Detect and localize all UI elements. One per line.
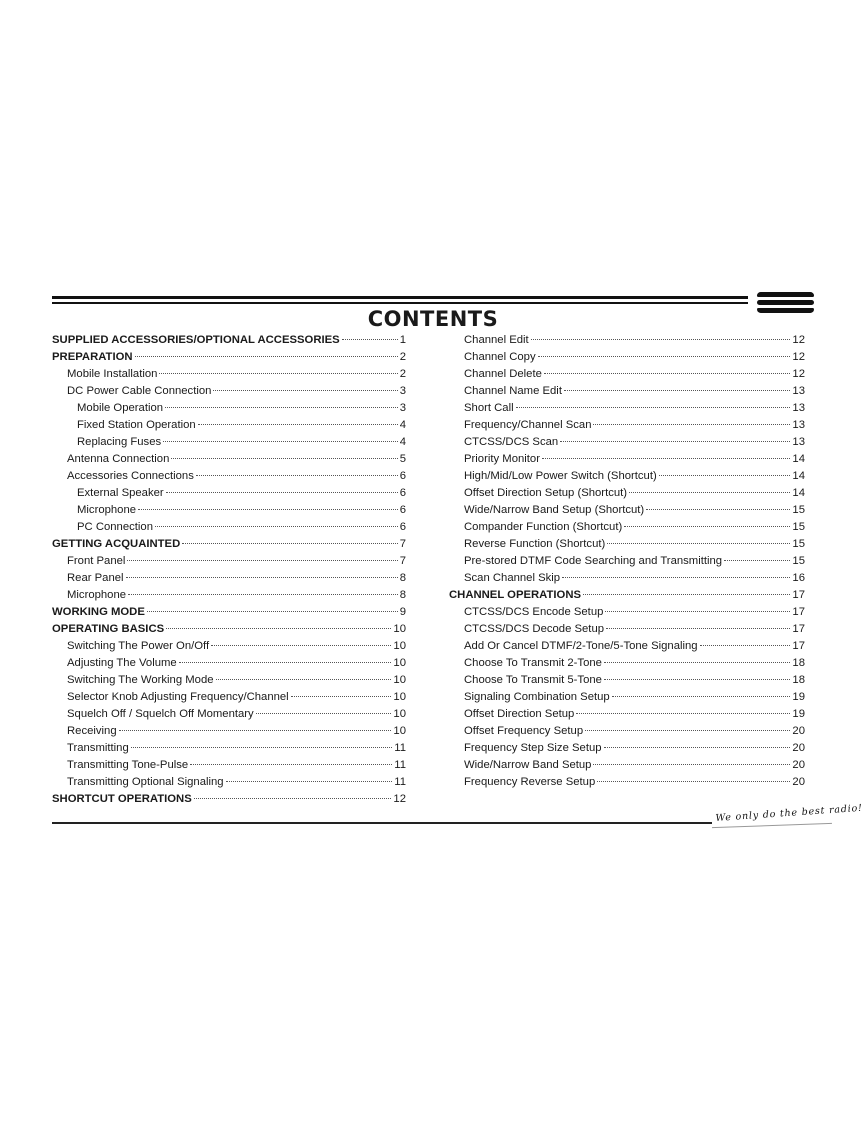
toc-entry[interactable]: [449, 604, 805, 621]
toc-entry[interactable]: [52, 570, 406, 587]
toc-entry[interactable]: [52, 349, 406, 366]
toc-entry[interactable]: [52, 502, 406, 519]
toc-entry-label: GETTING ACQUAINTED: [52, 538, 181, 550]
toc-entry[interactable]: [449, 587, 805, 604]
dot-leader: [585, 730, 790, 731]
toc-entry[interactable]: [449, 468, 805, 485]
toc-entry[interactable]: [52, 689, 406, 706]
toc-entry[interactable]: [449, 774, 805, 791]
toc-entry[interactable]: [449, 434, 805, 451]
toc-entry-label: SUPPLIED ACCESSORIES/OPTIONAL ACCESSORIES: [52, 334, 340, 346]
dot-leader: [126, 577, 398, 578]
toc-entry-page: 2: [399, 351, 406, 363]
dot-leader: [163, 441, 398, 442]
toc-entry-label: Switching The Power On/Off: [67, 640, 210, 652]
toc-entry[interactable]: [449, 638, 805, 655]
toc-entry-label: CTCSS/DCS Scan: [464, 436, 559, 448]
toc-entry-label: Wide/Narrow Band Setup (Shortcut): [464, 504, 645, 516]
dot-leader: [604, 662, 790, 663]
toc-entry-label: Channel Name Edit: [464, 385, 562, 397]
toc-entry-label: Channel Delete: [464, 368, 542, 380]
dot-leader: [607, 543, 790, 544]
toc-entry-label: Transmitting Optional Signaling: [67, 776, 224, 788]
dot-leader: [700, 645, 791, 646]
toc-entry[interactable]: [52, 723, 406, 740]
toc-entry[interactable]: [449, 485, 805, 502]
dot-leader: [624, 526, 790, 527]
toc-entry-page: 13: [792, 436, 805, 448]
toc-entry[interactable]: [52, 791, 406, 808]
toc-entry[interactable]: [449, 553, 805, 570]
toc-entry-label: PREPARATION: [52, 351, 133, 363]
toc-entry-page: 12: [792, 351, 805, 363]
toc-entry-label: Mobile Installation: [67, 368, 158, 380]
toc-entry-page: 18: [792, 674, 805, 686]
toc-entry-page: 19: [792, 691, 805, 703]
dot-leader: [194, 798, 392, 799]
toc-entry-label: CTCSS/DCS Encode Setup: [464, 606, 604, 618]
toc-entry-page: 7: [399, 538, 406, 550]
dot-leader: [211, 645, 391, 646]
toc-entry-page: 15: [792, 555, 805, 567]
page-title: CONTENTS: [367, 307, 499, 331]
dot-leader: [179, 662, 392, 663]
dot-leader: [538, 356, 791, 357]
toc-entry-page: 2: [399, 368, 406, 380]
toc-entry-page: 8: [399, 572, 406, 584]
toc-entry-label: Scan Channel Skip: [464, 572, 561, 584]
toc-entry[interactable]: [52, 587, 406, 604]
toc-entry-page: 13: [792, 402, 805, 414]
toc-entry-label: Frequency Step Size Setup: [464, 742, 602, 754]
dot-leader: [544, 373, 791, 374]
dot-leader: [196, 475, 398, 476]
toc-entry-page: 6: [399, 487, 406, 499]
toc-entry[interactable]: [52, 638, 406, 655]
toc-entry-page: 3: [399, 402, 406, 414]
slogan: We only do the best radio!: [715, 802, 864, 824]
toc-entry-page: 4: [399, 419, 406, 431]
toc-entry-page: 20: [792, 725, 805, 737]
dot-leader: [629, 492, 790, 493]
toc-entry-label: Squelch Off / Squelch Off Momentary: [67, 708, 254, 720]
toc-entry-label: CHANNEL OPERATIONS: [449, 589, 582, 601]
toc-entry-label: WORKING MODE: [52, 606, 145, 618]
toc-entry-page: 10: [393, 708, 406, 720]
toc-entry-page: 15: [792, 504, 805, 516]
toc-entry-page: 11: [394, 759, 406, 771]
toc-entry[interactable]: [449, 366, 805, 383]
toc-entry-label: Microphone: [67, 589, 127, 601]
dot-leader: [612, 696, 791, 697]
dot-leader: [646, 509, 790, 510]
toc-entry[interactable]: [449, 383, 805, 400]
dot-leader: [606, 628, 790, 629]
dot-leader: [576, 713, 790, 714]
dot-leader: [564, 390, 790, 391]
toc-entry[interactable]: [449, 400, 805, 417]
toc-entry-page: 17: [792, 640, 805, 652]
toc-entry-label: Transmitting: [67, 742, 129, 754]
dot-leader: [119, 730, 392, 731]
toc-right-column: [449, 332, 805, 791]
toc-entry[interactable]: [449, 689, 805, 706]
toc-entry[interactable]: [449, 655, 805, 672]
slogan-underline: [712, 823, 832, 828]
dot-leader: [216, 679, 392, 680]
toc-entry[interactable]: [52, 774, 406, 791]
toc-entry-page: 19: [792, 708, 805, 720]
toc-entry-label: DC Power Cable Connection: [67, 385, 212, 397]
toc-entry[interactable]: [449, 451, 805, 468]
toc-entry-label: Offset Direction Setup: [464, 708, 575, 720]
toc-entry[interactable]: [52, 400, 406, 417]
toc-entry-label: Channel Edit: [464, 334, 529, 346]
toc-entry-page: 1: [399, 334, 406, 346]
toc-entry-label: Choose To Transmit 2-Tone: [464, 657, 602, 669]
toc-entry-label: SHORTCUT OPERATIONS: [52, 793, 192, 805]
toc-entry[interactable]: [449, 349, 805, 366]
dot-leader: [159, 373, 397, 374]
toc-entry-page: 17: [792, 623, 805, 635]
toc-entry[interactable]: [52, 485, 406, 502]
toc-entry-label: Pre-stored DTMF Code Searching and Transmitting: [464, 555, 723, 567]
toc-entry-page: 4: [399, 436, 406, 448]
toc-entry-page: 14: [792, 470, 805, 482]
toc-entry[interactable]: [449, 332, 805, 349]
toc-entry[interactable]: [52, 417, 406, 434]
dot-leader: [531, 339, 791, 340]
toc-entry-page: 8: [399, 589, 406, 601]
toc-entry[interactable]: [449, 570, 805, 587]
toc-entry-label: Transmitting Tone-Pulse: [67, 759, 189, 771]
toc-entry-page: 20: [792, 759, 805, 771]
toc-entry-page: 15: [792, 521, 805, 533]
toc-entry[interactable]: [52, 672, 406, 689]
toc-entry-label: Offset Frequency Setup: [464, 725, 584, 737]
toc-entry-page: 15: [792, 538, 805, 550]
toc-entry-label: Rear Panel: [67, 572, 124, 584]
toc-entry-label: Add Or Cancel DTMF/2-Tone/5-Tone Signaling: [464, 640, 698, 652]
toc-entry[interactable]: [449, 706, 805, 723]
dot-leader: [226, 781, 393, 782]
dot-leader: [190, 764, 392, 765]
toc-entry-page: 9: [399, 606, 406, 618]
toc-entry-label: Adjusting The Volume: [67, 657, 177, 669]
dot-leader: [516, 407, 791, 408]
toc-entry-page: 5: [399, 453, 406, 465]
toc-entry[interactable]: [449, 536, 805, 553]
toc-entry-label: Fixed Station Operation: [77, 419, 196, 431]
toc-entry-page: 10: [393, 674, 406, 686]
toc-entry-label: Choose To Transmit 5-Tone: [464, 674, 602, 686]
toc-entry-label: Switching The Working Mode: [67, 674, 214, 686]
toc-entry-page: 10: [393, 640, 406, 652]
toc-entry-page: 13: [792, 419, 805, 431]
toc-entry-label: Replacing Fuses: [77, 436, 162, 448]
toc-entry-page: 3: [399, 385, 406, 397]
toc-entry[interactable]: [52, 757, 406, 774]
dot-leader: [165, 407, 398, 408]
bottom-rule: [52, 822, 712, 824]
dot-leader: [597, 781, 790, 782]
toc-entry-page: 20: [792, 776, 805, 788]
toc-entry[interactable]: [52, 621, 406, 638]
toc-entry[interactable]: [449, 740, 805, 757]
toc-entry[interactable]: [52, 366, 406, 383]
toc-entry[interactable]: [52, 604, 406, 621]
toc-entry[interactable]: [52, 740, 406, 757]
toc-entry-page: 14: [792, 487, 805, 499]
toc-entry-page: 12: [792, 368, 805, 380]
toc-entry-page: 11: [394, 742, 406, 754]
toc-entry[interactable]: [52, 451, 406, 468]
dot-leader: [256, 713, 392, 714]
toc-entry[interactable]: [449, 519, 805, 536]
toc-entry-page: 7: [399, 555, 406, 567]
dot-leader: [128, 594, 398, 595]
dot-leader: [135, 356, 398, 357]
toc-entry[interactable]: [52, 655, 406, 672]
dot-leader: [724, 560, 790, 561]
toc-entry-label: PC Connection: [77, 521, 153, 533]
toc-entry-label: Accessories Connections: [67, 470, 194, 482]
toc-entry[interactable]: [449, 621, 805, 638]
dot-leader: [138, 509, 398, 510]
toc-entry-page: 20: [792, 742, 805, 754]
dot-leader: [182, 543, 397, 544]
dot-leader: [198, 424, 398, 425]
toc-entry[interactable]: [449, 757, 805, 774]
toc-entry-label: Microphone: [77, 504, 137, 516]
dot-leader: [562, 577, 790, 578]
dot-leader: [166, 492, 398, 493]
toc-entry[interactable]: [52, 706, 406, 723]
toc-entry[interactable]: [449, 502, 805, 519]
toc-entry[interactable]: [52, 468, 406, 485]
toc-entry-label: High/Mid/Low Power Switch (Shortcut): [464, 470, 657, 482]
dot-leader: [131, 747, 393, 748]
toc-entry-page: 6: [399, 470, 406, 482]
dot-leader: [342, 339, 398, 340]
toc-entry-page: 10: [393, 691, 406, 703]
toc-entry-page: 6: [399, 504, 406, 516]
dot-leader: [166, 628, 391, 629]
toc-entry[interactable]: [449, 672, 805, 689]
dot-leader: [593, 424, 790, 425]
toc-entry[interactable]: [52, 383, 406, 400]
toc-entry-page: 12: [792, 334, 805, 346]
toc-entry-page: 13: [792, 385, 805, 397]
toc-entry[interactable]: [449, 417, 805, 434]
toc-entry-label: Priority Monitor: [464, 453, 540, 465]
toc-entry[interactable]: [52, 553, 406, 570]
toc-entry-label: Channel Copy: [464, 351, 536, 363]
dot-leader: [604, 679, 790, 680]
dot-leader: [171, 458, 397, 459]
dot-leader: [604, 747, 791, 748]
toc-entry-label: Frequency Reverse Setup: [464, 776, 596, 788]
dot-leader: [659, 475, 791, 476]
toc-entry-page: 12: [393, 793, 406, 805]
toc-entry-label: Reverse Function (Shortcut): [464, 538, 606, 550]
dot-leader: [593, 764, 790, 765]
toc-entry-label: CTCSS/DCS Decode Setup: [464, 623, 605, 635]
toc-entry[interactable]: [449, 723, 805, 740]
toc-entry-label: Receiving: [67, 725, 117, 737]
toc-entry-label: Compander Function (Shortcut): [464, 521, 623, 533]
toc-entry-label: External Speaker: [77, 487, 164, 499]
dot-leader: [583, 594, 790, 595]
dot-leader: [127, 560, 397, 561]
toc-entry[interactable]: [52, 434, 406, 451]
toc-entry-label: Wide/Narrow Band Setup: [464, 759, 592, 771]
toc-entry-label: Front Panel: [67, 555, 126, 567]
toc-entry-label: OPERATING BASICS: [52, 623, 165, 635]
toc-entry-page: 6: [399, 521, 406, 533]
toc-entry[interactable]: [52, 519, 406, 536]
toc-entry-page: 10: [393, 657, 406, 669]
toc-entry-page: 17: [792, 589, 805, 601]
toc-entry[interactable]: [52, 536, 406, 553]
toc-entry-label: Frequency/Channel Scan: [464, 419, 592, 431]
dot-leader: [560, 441, 790, 442]
toc-entry-page: 17: [792, 606, 805, 618]
toc-entry-label: Offset Direction Setup (Shortcut): [464, 487, 628, 499]
toc-entry[interactable]: [52, 332, 406, 349]
dot-leader: [155, 526, 398, 527]
dot-leader: [605, 611, 790, 612]
toc-entry-label: Signaling Combination Setup: [464, 691, 610, 703]
toc-entry-page: 14: [792, 453, 805, 465]
toc-entry-label: Mobile Operation: [77, 402, 164, 414]
toc-entry-label: Selector Knob Adjusting Frequency/Channel: [67, 691, 289, 703]
toc-entry-page: 10: [393, 725, 406, 737]
toc-entry-label: Short Call: [464, 402, 514, 414]
toc-entry-page: 18: [792, 657, 805, 669]
toc-entry-page: 16: [792, 572, 805, 584]
toc-left-column: [52, 332, 406, 808]
toc-entry-label: Antenna Connection: [67, 453, 170, 465]
toc-entry-page: 11: [394, 776, 406, 788]
top-rule: [52, 296, 748, 304]
toc-entry-page: 10: [393, 623, 406, 635]
dot-leader: [147, 611, 398, 612]
dot-leader: [542, 458, 790, 459]
dot-leader: [291, 696, 392, 697]
dot-leader: [213, 390, 397, 391]
